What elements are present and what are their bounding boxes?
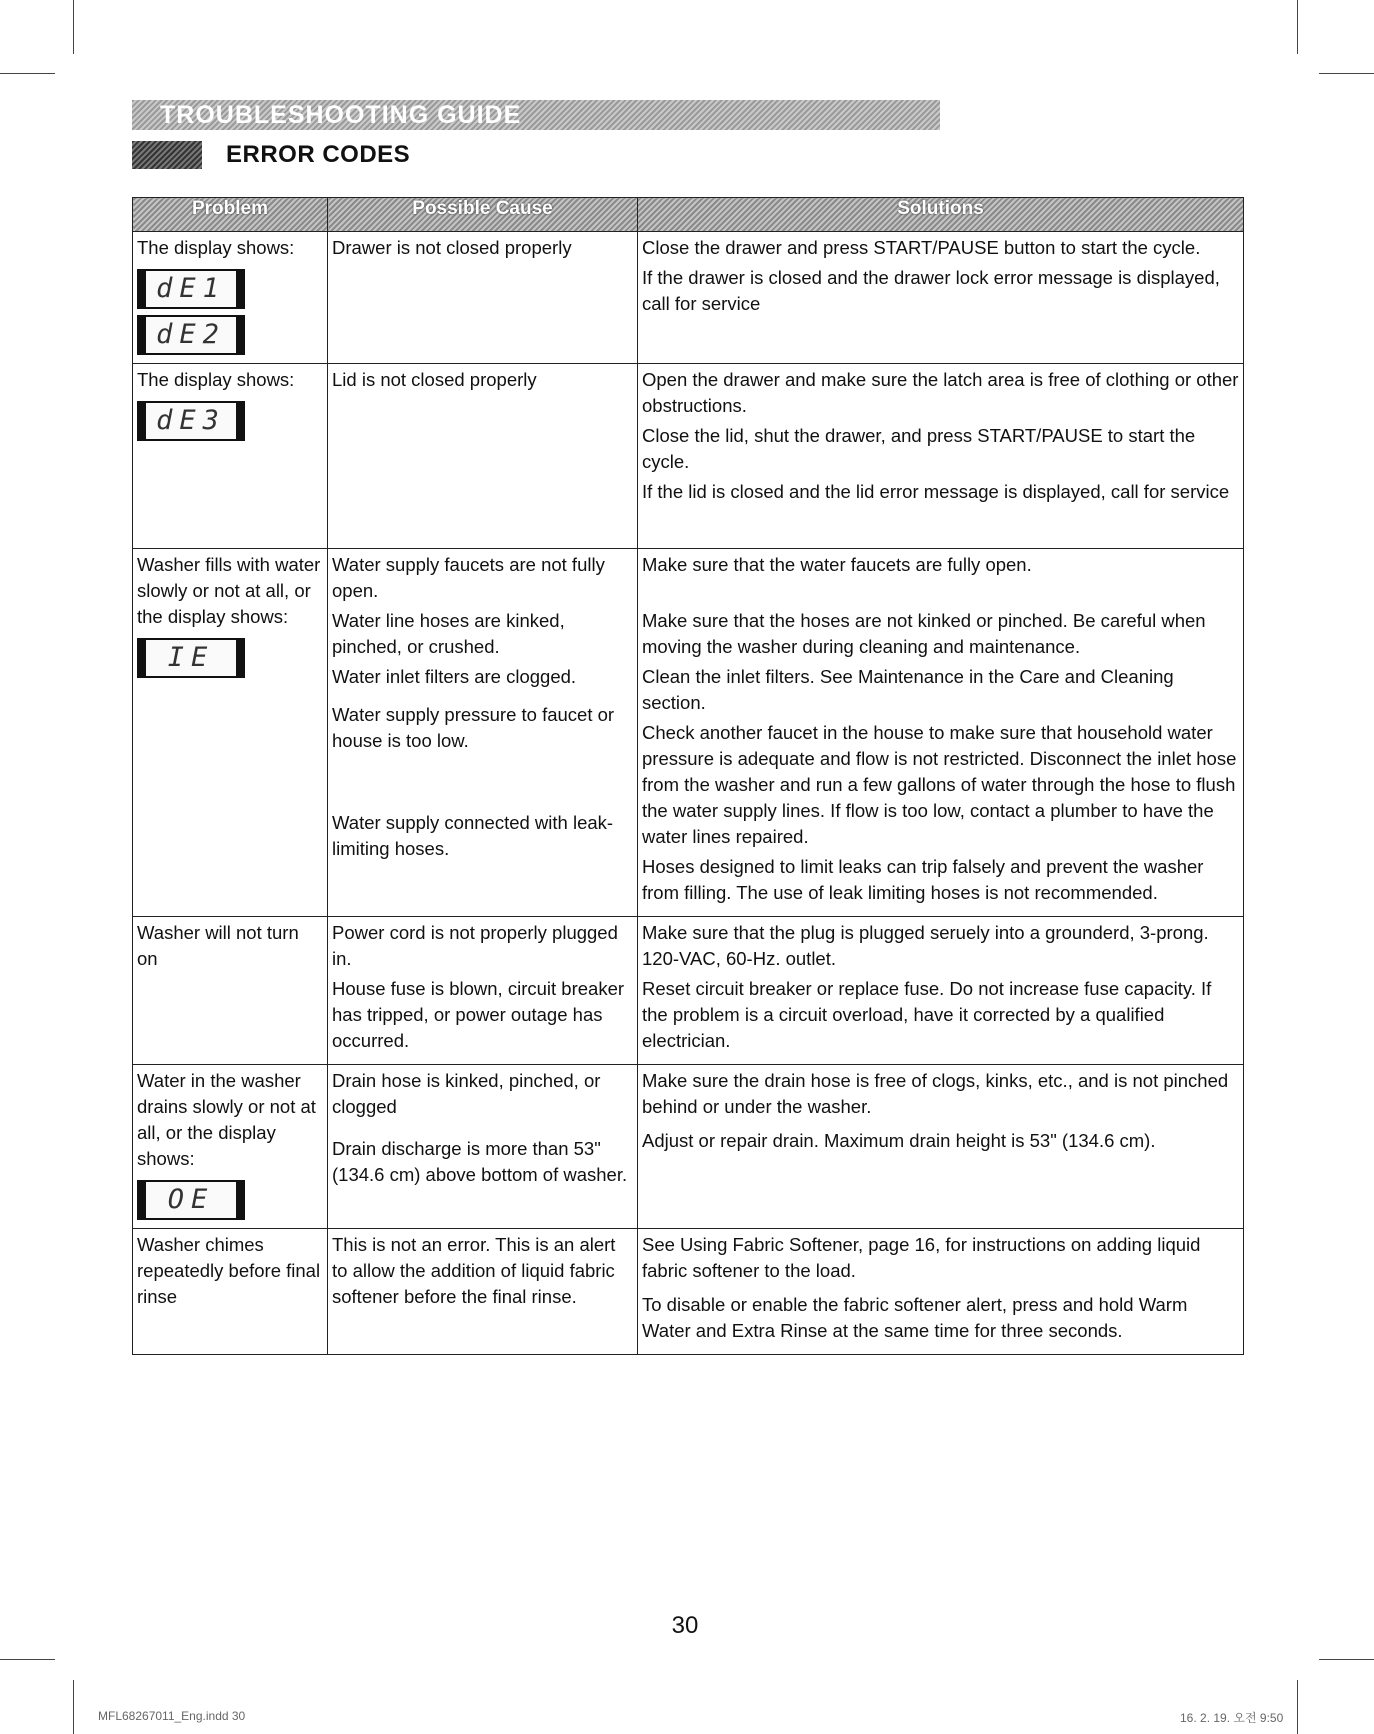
footer-file-name: MFL68267011_Eng.indd 30 [98,1709,246,1723]
solution-text: Adjust or repair drain. Maximum drain height is 53" (134.6 cm). [642,1130,1156,1151]
crop-mark [1319,73,1374,74]
cause-text: Lid is not closed properly [332,369,537,390]
solution-cell [638,1229,1244,1355]
cause-text: Drain hose is kinked, pinched, or clogged [332,1070,601,1117]
crop-mark [1297,1680,1298,1734]
problem-cell [133,364,328,549]
section-heading [132,140,410,170]
display-code: dE3 [137,401,245,441]
error-codes-table [132,197,1244,1355]
cause-cell [328,1229,638,1355]
solution-text: Check another faucet in the house to make sure that household water pressure is adequate and flow is not restricted. Disconnect the inlet hose from the washer and run a few gallons of water through the hose to flush the water supply lines. If flow is too low, contact a plumber to have the water lines repaired. [642,722,1237,847]
problem-text: Washer fills with water slowly or not at all, or the display shows: [137,554,321,627]
solution-text: Open the drawer and make sure the latch area is free of clothing or other obstructions. [642,369,1239,416]
solution-text: Close the lid, shut the drawer, and press START/PAUSE to start the cycle. [642,425,1196,472]
crop-mark [73,0,74,54]
table-row [133,1229,1244,1355]
problem-cell [133,549,328,917]
cause-text: Water line hoses are kinked, pinched, or crushed. [332,610,565,657]
cause-text: Water supply faucets are not fully open. [332,554,605,601]
cause-text: Water inlet filters are clogged. [332,666,577,687]
solution-text: Clean the inlet filters. See Maintenance in the Care and Cleaning section. [642,666,1174,713]
solution-text: Make sure the drain hose is free of clogs, kinks, etc., and is not pinched behind or under the washer. [642,1070,1229,1117]
problem-cell [133,917,328,1065]
crop-mark [0,1659,55,1660]
problem-text: Washer chimes repeatedly before final rinse [137,1234,321,1307]
solution-text: Make sure that the hoses are not kinked or pinched. Be careful when moving the washer during cleaning and maintenance. [642,610,1206,657]
section-marker-block [132,141,202,169]
footer-timestamp: 16. 2. 19. 오전 9:50 [1180,1711,1284,1725]
table-header-row [133,198,1244,232]
display-code: OE [137,1180,245,1220]
solution-cell [638,549,1244,917]
chapter-banner [132,100,940,130]
display-code: dE2 [137,315,245,355]
solution-text: To disable or enable the fabric softener alert, press and hold Warm Water and Extra Rinse at the same time for three seconds. [642,1294,1188,1341]
solution-text: Make sure that the water faucets are fully open. [642,554,1032,575]
cause-cell [328,1065,638,1229]
solution-text: Make sure that the plug is plugged seruely into a grounderd, 3-prong. 120-VAC, 60-Hz. outlet. [642,922,1209,969]
cause-text: This is not an error. This is an alert to allow the addition of liquid fabric softener before the final rinse. [332,1234,616,1307]
solution-text: See Using Fabric Softener, page 16, for instructions on adding liquid fabric softener to the load. [642,1234,1201,1281]
table-row [133,1065,1244,1229]
solution-cell [638,917,1244,1065]
problem-cell [133,232,328,364]
table-row [133,232,1244,364]
crop-mark [1319,1659,1374,1660]
cause-cell [328,917,638,1065]
solution-text: If the lid is closed and the lid error message is displayed, call for service [642,481,1230,502]
problem-text: Water in the washer drains slowly or not at all, or the display shows: [137,1070,316,1169]
solution-cell [638,232,1244,364]
problem-text: The display shows: [137,237,295,258]
solution-text: Close the drawer and press START/PAUSE button to start the cycle. [642,237,1201,258]
crop-mark [0,73,55,74]
cause-cell [328,364,638,549]
page-number: 30 [671,1612,699,1639]
problem-cell [133,1065,328,1229]
solution-text: Hoses designed to limit leaks can trip falsely and prevent the washer from filling. The use of leak limiting hoses is not recommended. [642,856,1204,903]
crop-mark [73,1680,74,1734]
table-row [133,917,1244,1065]
section-title: ERROR CODES [226,141,411,168]
column-header-problem: Problem [133,198,328,232]
cause-text: Drawer is not closed properly [332,237,572,258]
cause-text: House fuse is blown, circuit breaker has tripped, or power outage has occurred. [332,978,625,1051]
crop-mark [1297,0,1298,54]
cause-text: Water supply connected with leak-limiting hoses. [332,812,614,859]
display-code: dE1 [137,269,245,309]
cause-cell [328,549,638,917]
cause-cell [328,232,638,364]
solution-text: If the drawer is closed and the drawer lock error message is displayed, call for service [642,267,1220,314]
column-header-possible-cause: Possible Cause [328,198,638,232]
chapter-title: TROUBLESHOOTING GUIDE [160,101,522,129]
cause-text: Drain discharge is more than 53" (134.6 cm) above bottom of washer. [332,1138,628,1185]
display-code: IE [137,638,245,678]
problem-text: Washer will not turn on [137,922,299,969]
cause-text: Water supply pressure to faucet or house is too low. [332,704,615,751]
solution-cell [638,364,1244,549]
solution-cell [638,1065,1244,1229]
problem-cell [133,1229,328,1355]
cause-text: Power cord is not properly plugged in. [332,922,618,969]
table-row [133,549,1244,917]
column-header-solutions: Solutions [638,198,1244,232]
solution-text: Reset circuit breaker or replace fuse. Do not increase fuse capacity. If the problem is a circuit overload, have it corrected by a qualified electrician. [642,978,1212,1051]
problem-text: The display shows: [137,369,295,390]
table-row [133,364,1244,549]
